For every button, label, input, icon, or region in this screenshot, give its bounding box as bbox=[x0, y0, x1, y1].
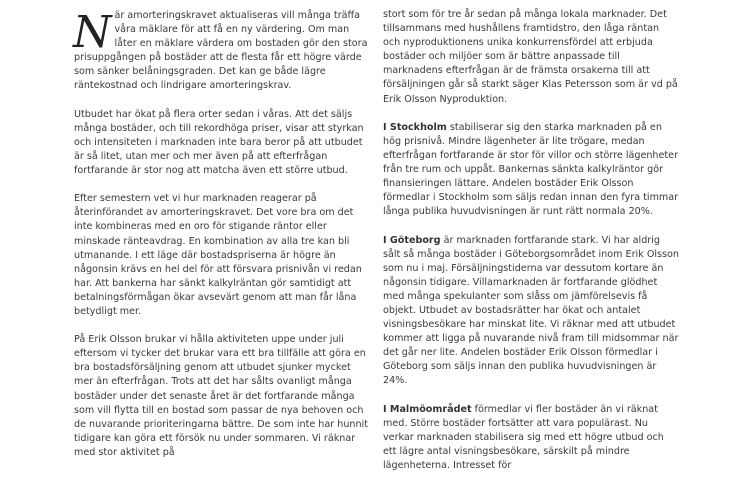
left-column bbox=[74, 0, 370, 474]
goteborg-lead: I Göteborg bbox=[383, 234, 441, 246]
stockholm-paragraph bbox=[383, 121, 679, 220]
left-paragraph-1-text: är amorteringskravet aktualiseras vill många träffa våra mäklare för att få en ny värdering. Om man låter en mäklare värdera om bostaden gör den stora prisuppgången på bostäder att de flesta får ett högre värde som sänker belåningsgraden. Det kan ge både lägre räntekostnad och lindrigare amorteringskrav. bbox=[74, 10, 368, 92]
left-paragraph-3: Efter semestern vet vi hur marknaden reagerar på återinförandet av amorteringskravet. Det vore bra om det inte kombineras med en oro för stigande räntor eller minskade ränteavdrag. En kombination av alla tre kan bli utmanande. I ett läge där bostadspriserna är högre än någonsin krävs en hel del för att försvara prisnivån vi redan har. Att bankerna har sänkt kalkylräntan gör samtidigt att betalningsförmågan ökar avsevärt genom att man får låna betydligt mer. bbox=[74, 193, 362, 317]
drop-cap: N bbox=[73, 7, 112, 58]
stockholm-lead: I Stockholm bbox=[383, 121, 447, 133]
left-paragraph-2: Utbudet har ökat på flera orter sedan i våras. Att det säljs många bostäder, och till rekordhöga priser, visar att styrkan och intensiteten i marknaden inte bara beror på att utbudet är så litet, utan mer och mer även på att efterfrågan fortfarande är stor nog att matcha även ett större utbud. bbox=[74, 108, 364, 177]
right-intro-paragraph: stort som för tre år sedan på många lokala marknader. Det tillsammans med hushållens framtidstro, den låga räntan och nyproduktionens unika konkurrensfördel att erbjuda bostäder och miljöer som är bättre anpassade till marknadens efterfrågan är de främsta orsakerna till att försäljningen går så starkt säger Klas Petersson som är vd på Erik Olsson Nyproduktion. bbox=[383, 9, 678, 105]
goteborg-paragraph bbox=[383, 234, 679, 389]
malmo-lead: I Malmöområdet bbox=[383, 403, 472, 415]
right-column bbox=[383, 0, 679, 487]
left-paragraph-4: På Erik Olsson brukar vi hålla aktiviteten uppe under juli eftersom vi tycker det brukar vara ett bra tillfälle att göra en bra bostadsförsäljning genom att utbudet sjunker mycket mer än efterfrågan. Trots att det har sålts ovanligt många bostäder under det senaste året är det fortfarande många som vill flytta till en bostad som passar de nya behoven och de nuvarande prioriteringarna bättre. De som inte har hunnit tidigare kan göra ett försök nu under sommaren. Vi räknar med stor aktivitet på bbox=[74, 334, 368, 458]
left-paragraph-1 bbox=[74, 9, 370, 94]
malmo-paragraph bbox=[383, 403, 679, 473]
goteborg-text: är marknaden fortfarande stark. Vi har aldrig sålt så många bostäder i Göteborgsområdet inom Erik Olsson som nu i maj. Försäljningstiderna var dessutom kortare än någonsin tidigare. Villamarknaden är fortfarande glödhet med många spekulanter som slåss om jämförelsevis få objekt. Utbudet av bostadsrätter har ökat och antalet visningsbesökare har minskat lite. Vi räknar med att utbudet kommer att ligga på nuvarande nivå fram till midsommar när det går ner lite. Andelen bostäder Erik Olsson förmedlar i Göteborg som säljs innan den publika huvudvisningen är 24%. bbox=[383, 234, 679, 387]
malmo-text: förmedlar vi fler bostäder än vi räknat med. Större bostäder fortsätter att vara populärast. Nu verkar marknaden stabilisera sig med ett högre utbud och ett lägre antal visningsbesökare, särskilt på mindre lägenheterna. Intresset för bbox=[383, 403, 664, 471]
stockholm-text: stabiliserar sig den starka marknaden på en hög prisnivå. Mindre lägenheter är lite trögare, medan efterfrågan fortfarande är stor för villor och större lägenheter från tre rum och uppåt. Bankernas sänkta kalkylräntor gör finansieringen lättare. Andelen bostäder Erik Olsson förmedlar i Stockholm som säljs redan innan den fyra timmar långa publika huvudvisningen är runt rätt normala 20%. bbox=[383, 121, 679, 218]
